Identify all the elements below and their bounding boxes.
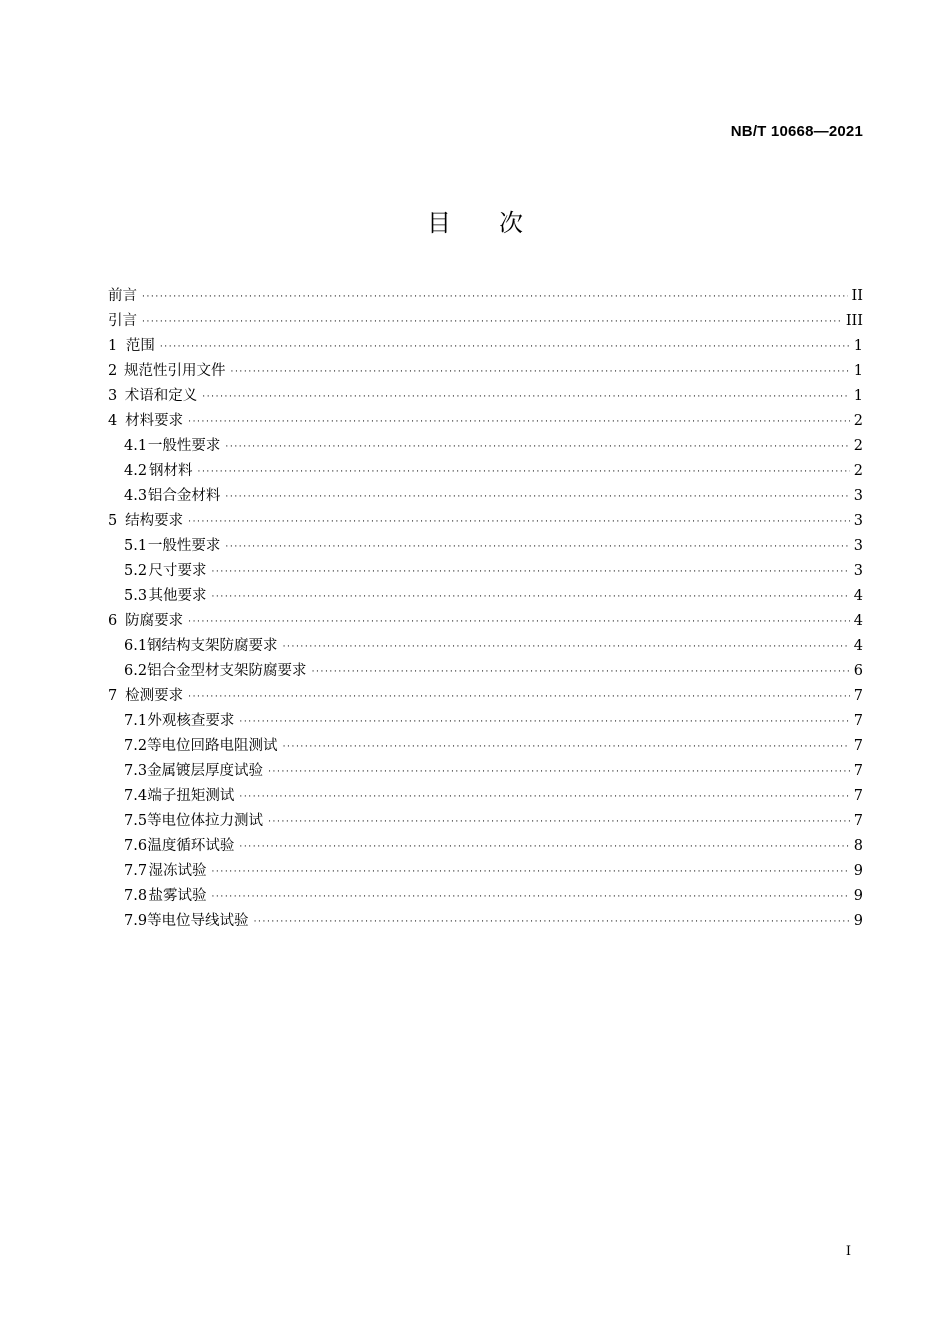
- toc-title-char-1: 目: [427, 209, 451, 237]
- toc-entry[interactable]: [108, 359, 863, 384]
- toc-entry-label: 术语和定义: [124, 388, 198, 404]
- toc-dot-leader: [202, 385, 850, 410]
- toc-entry-label: 盐雾试验: [148, 888, 207, 904]
- toc-entry-label: 铝合金材料: [147, 488, 221, 504]
- toc-entry[interactable]: [108, 559, 863, 584]
- toc-entry[interactable]: [108, 409, 863, 434]
- toc-dot-leader: [239, 835, 849, 860]
- toc-entry-label: 端子扭矩测试: [147, 788, 235, 804]
- toc-entry-label: 外观核查要求: [147, 713, 235, 729]
- toc-entry-page: 8: [853, 838, 863, 854]
- toc-entry-label: 材料要求: [125, 413, 184, 429]
- toc-entry-page: 7: [853, 738, 863, 754]
- toc-entry-label: 范围: [125, 338, 155, 354]
- toc-entry-number: 1: [108, 338, 118, 354]
- toc-entry-page: 1: [853, 338, 863, 354]
- toc-dot-leader: [225, 485, 849, 510]
- toc-entry-number: 4.2: [124, 463, 148, 479]
- toc-dot-leader: [283, 735, 850, 760]
- toc-entry-page: 4: [853, 613, 863, 629]
- toc-dot-leader: [231, 360, 850, 385]
- toc-entry[interactable]: [108, 884, 863, 909]
- toc-entry[interactable]: [108, 634, 863, 659]
- toc-entry-page: 7: [853, 763, 863, 779]
- toc-entry-label: 前言: [108, 288, 137, 304]
- toc-entry[interactable]: [108, 834, 863, 859]
- toc-entry-number: 7.8: [124, 888, 148, 904]
- toc-entry[interactable]: [108, 534, 863, 559]
- toc-entry[interactable]: [108, 584, 863, 609]
- toc-entry-page: III: [845, 313, 863, 329]
- toc-entry-page: 6: [853, 663, 863, 679]
- toc-entry-number: 5.2: [124, 563, 148, 579]
- toc-dot-leader: [188, 410, 850, 435]
- toc-title-char-2: 次: [499, 209, 523, 237]
- toc-entry-page: 3: [853, 513, 863, 529]
- toc-entry-label: 金属镀层厚度试验: [147, 763, 264, 779]
- toc-entry-number: 7.7: [124, 863, 148, 879]
- toc-dot-leader: [268, 810, 850, 835]
- toc-entry-label: 防腐要求: [125, 613, 184, 629]
- toc-entry-number: 7.6: [124, 838, 148, 854]
- toc-entry-label: 温度循环试验: [147, 838, 235, 854]
- toc-entry-label: 引言: [108, 313, 137, 329]
- toc-entry[interactable]: [108, 434, 863, 459]
- toc-dot-leader: [283, 635, 850, 660]
- toc-entry[interactable]: [108, 609, 863, 634]
- toc-entry[interactable]: [108, 284, 863, 309]
- toc-entry-label: 其他要求: [148, 588, 207, 604]
- toc-entry-number: 7.5: [124, 813, 148, 829]
- toc-entry-page: 3: [853, 488, 863, 504]
- toc-entry-page: 7: [853, 813, 863, 829]
- toc-dot-leader: [211, 585, 849, 610]
- page-number: I: [845, 1244, 851, 1259]
- toc-dot-leader: [225, 435, 849, 460]
- toc-dot-leader: [198, 460, 850, 485]
- toc-dot-leader: [188, 510, 850, 535]
- toc-entry-number: 7.1: [124, 713, 148, 729]
- toc-entry-number: 7.9: [124, 913, 148, 929]
- toc-entry-page: 9: [853, 888, 863, 904]
- toc-dot-leader: [142, 310, 842, 335]
- toc-entry-number: 6.2: [124, 663, 148, 679]
- toc-entry-page: 3: [853, 538, 863, 554]
- toc-entry-number: 4.1: [124, 438, 148, 454]
- toc-entry-label: 等电位回路电阻测试: [147, 738, 278, 754]
- toc-dot-leader: [312, 660, 850, 685]
- toc-entry[interactable]: [108, 709, 863, 734]
- toc-entry[interactable]: [108, 459, 863, 484]
- toc-entry-number: 5.1: [124, 538, 148, 554]
- toc-entry[interactable]: [108, 809, 863, 834]
- toc-entry[interactable]: [108, 759, 863, 784]
- toc-entry[interactable]: [108, 484, 863, 509]
- toc-entry-page: 3: [853, 563, 863, 579]
- table-of-contents: [108, 284, 863, 934]
- toc-entry[interactable]: [108, 684, 863, 709]
- toc-dot-leader: [211, 885, 849, 910]
- toc-entry-page: 1: [853, 363, 863, 379]
- toc-dot-leader: [254, 910, 850, 935]
- toc-entry-label: 一般性要求: [147, 538, 221, 554]
- toc-entry-label: 等电位导线试验: [147, 913, 249, 929]
- toc-entry-label: 钢材料: [149, 463, 193, 479]
- toc-entry-label: 一般性要求: [147, 438, 221, 454]
- toc-entry-number: 5: [108, 513, 118, 529]
- toc-entry-number: 2: [108, 363, 118, 379]
- toc-entry-number: 3: [108, 388, 118, 404]
- toc-entry-page: II: [851, 288, 863, 304]
- toc-title: [0, 203, 950, 238]
- toc-dot-leader: [225, 535, 849, 560]
- toc-entry[interactable]: [108, 784, 863, 809]
- toc-dot-leader: [188, 685, 850, 710]
- toc-dot-leader: [239, 785, 849, 810]
- toc-entry[interactable]: [108, 509, 863, 534]
- toc-entry-number: 6: [108, 613, 118, 629]
- toc-entry-label: 规范性引用文件: [124, 363, 226, 379]
- toc-entry-page: 1: [853, 388, 863, 404]
- toc-entry-page: 7: [853, 788, 863, 804]
- toc-entry-page: 9: [853, 913, 863, 929]
- toc-entry-number: 4.3: [124, 488, 148, 504]
- toc-entry-number: 7: [108, 688, 118, 704]
- toc-entry-number: 4: [108, 413, 118, 429]
- toc-dot-leader: [188, 610, 850, 635]
- toc-entry-number: 7.2: [124, 738, 148, 754]
- toc-entry[interactable]: [108, 309, 863, 334]
- toc-entry-number: 7.3: [124, 763, 148, 779]
- toc-entry[interactable]: [108, 659, 863, 684]
- toc-entry-number: 5.3: [124, 588, 148, 604]
- toc-entry[interactable]: [108, 734, 863, 759]
- toc-entry[interactable]: [108, 334, 863, 359]
- toc-dot-leader: [142, 285, 848, 310]
- toc-dot-leader: [268, 760, 850, 785]
- toc-entry-label: 尺寸要求: [148, 563, 207, 579]
- toc-entry-number: 6.1: [124, 638, 148, 654]
- toc-entry-page: 7: [853, 713, 863, 729]
- toc-entry-page: 7: [853, 688, 863, 704]
- toc-dot-leader: [239, 710, 849, 735]
- toc-entry-page: 2: [853, 438, 863, 454]
- toc-entry[interactable]: [108, 859, 863, 884]
- standard-number: NB/T 10668—2021: [730, 123, 863, 140]
- toc-entry[interactable]: [108, 909, 863, 934]
- toc-entry-label: 湿冻试验: [148, 863, 207, 879]
- toc-entry-page: 9: [853, 863, 863, 879]
- toc-entry-page: 2: [853, 463, 863, 479]
- toc-entry-label: 等电位体拉力测试: [147, 813, 264, 829]
- toc-entry-page: 4: [853, 638, 863, 654]
- toc-entry-label: 铝合金型材支架防腐要求: [147, 663, 307, 679]
- toc-dot-leader: [211, 860, 849, 885]
- toc-entry-label: 检测要求: [125, 688, 184, 704]
- toc-dot-leader: [211, 560, 849, 585]
- toc-entry-page: 2: [853, 413, 863, 429]
- toc-entry-label: 钢结构支架防腐要求: [147, 638, 278, 654]
- toc-dot-leader: [160, 335, 850, 360]
- toc-entry-label: 结构要求: [125, 513, 184, 529]
- toc-entry[interactable]: [108, 384, 863, 409]
- toc-entry-page: 4: [853, 588, 863, 604]
- toc-entry-number: 7.4: [124, 788, 148, 804]
